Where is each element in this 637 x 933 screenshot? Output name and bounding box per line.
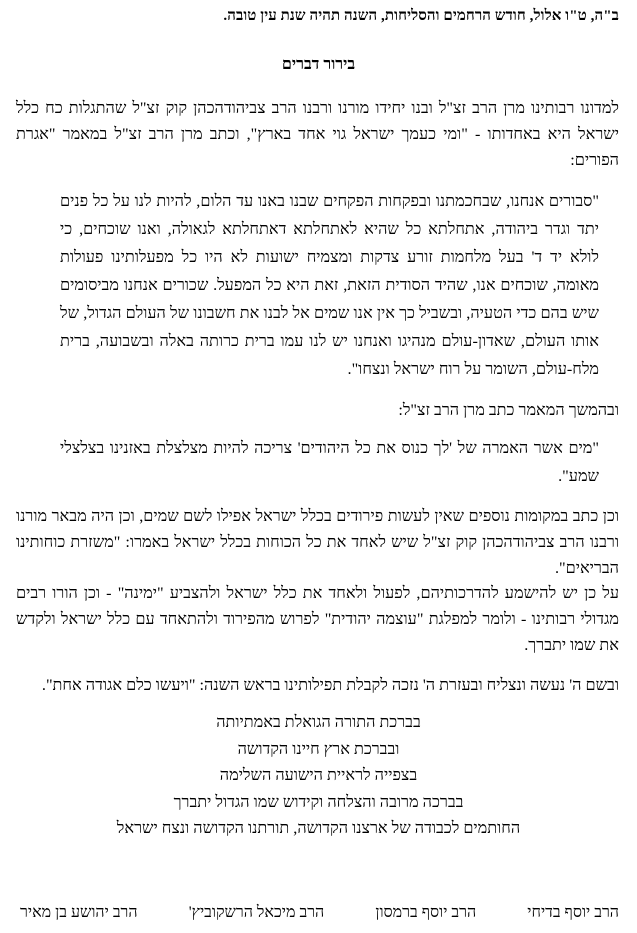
paragraph-continuation: ובהמשך המאמר כתב מרן הרב זצ"ל: <box>398 401 619 419</box>
blessing-line: בצפייה לראיית הישועה השלימה <box>219 766 418 784</box>
paragraph-closing: ובשם ה' נעשה ונצליח ובעזרת ה' נזכה לקבלת תפילותינו בראש השנה: "ויעשו כלם אגודה אחת". <box>41 676 619 694</box>
signature: הרב יוסף ברמסון <box>375 904 477 921</box>
quote-knos-yehudim: "מים אשר האמרה של 'לך כנוס את כל היהודים' צריכה להיות מצלצלת באזנינו בצלצלי שמע". <box>60 439 599 485</box>
blessing-line: בברכת התורה הגואלת באמתיותה <box>216 713 421 731</box>
signature: הרב יהושע בן מאיר <box>20 904 138 921</box>
signature: הרב יוסף בדיחי <box>527 904 619 921</box>
date-line: ב"ה, ט"ו אלול, חודש הרחמים והסליחות, השנה תהיה שנת עין טובה. <box>223 8 619 24</box>
quote-igeret-purim: "סבורים אנחנו, שבחכמתנו ובפקחות הפקחים שבנו באנו עד הלום, להיות לנו על כל פנים יתד וגדר ביהודה, אתחלתא כל שהיא לאתחלתא דאתחלתא לגאולה, ואנו שוכחים, כי לולא יד ד' בעל מלחמות זורע צדקות ומצמיח ישועות לא היו כל מפעלותינו פעולות מאומה, שוכחים אנו, שהיד הסודית הזאת, זאת היא כל המפעל. שכורים אנחנו מביסומים שיש בהם כדי הטעיה, ובשביל כך אין אנו שמים אל לבנו את חשבונו של העולם הגדול, של אותו העולם, שאדון-עולם מנהיגו ואנחנו יש לנו עמו ברית כרותה באלה ובשבועה, ברית מלח-עולם, השומר על רוח ישראל ונצחו". <box>60 192 599 378</box>
blessing-line: בברכה מרובה והצלחה וקידוש שמו הגדול יתברך <box>173 792 464 811</box>
paragraph-unity: וכן כתב במקומות נוספים שאין לעשות פירודים בכלל ישראל אפילו לשם שמים, וכן היה מבאר מורנו ורבנו הרב צביהודהכהן קוק זצ"ל שיש לאחד את כל הכוחות בכלל ישראל באמרו: "משזרת כוחותינו הבריאים". <box>16 507 619 577</box>
blessing-line: ובברכת ארץ חיינו הקדושה <box>237 739 400 758</box>
paragraph-intro: למדונו רבותינו מרן הרב זצ"ל ובנו יחידו מורנו ורבנו הרב צביהודהכהן קוק זצ"ל שהתגלות כח כלל ישראל היא באחדותו - "ומי כעמך ישראל גוי אחד בארץ", וכתב מרן הרב זצ"ל במאמר "אגרת הפורים: <box>16 99 619 169</box>
signatures-row <box>20 904 619 922</box>
signature: הרב מיכאל הרשקוביץ' <box>188 904 325 921</box>
paragraph-call-to-action: על כן יש להישמע להדרכותיהם, לפעול ולאחד את כלל ישראל ולהצביע "ימינה" - וכן הורו רבים מגדולי רבותינו - ולומר למפלגת "עוצמה יהודית" לפרוש מהפירוד ולהתאחד עם כלל ישראל ולקדש את שמו יתברך. <box>16 584 619 654</box>
blessings-block <box>0 709 637 842</box>
blessing-line: החותמים לכבודה של ארצנו הקדושה, תורתנו הקדושה ונצח ישראל <box>116 819 521 837</box>
letter-title: בירור דברים <box>281 56 356 73</box>
